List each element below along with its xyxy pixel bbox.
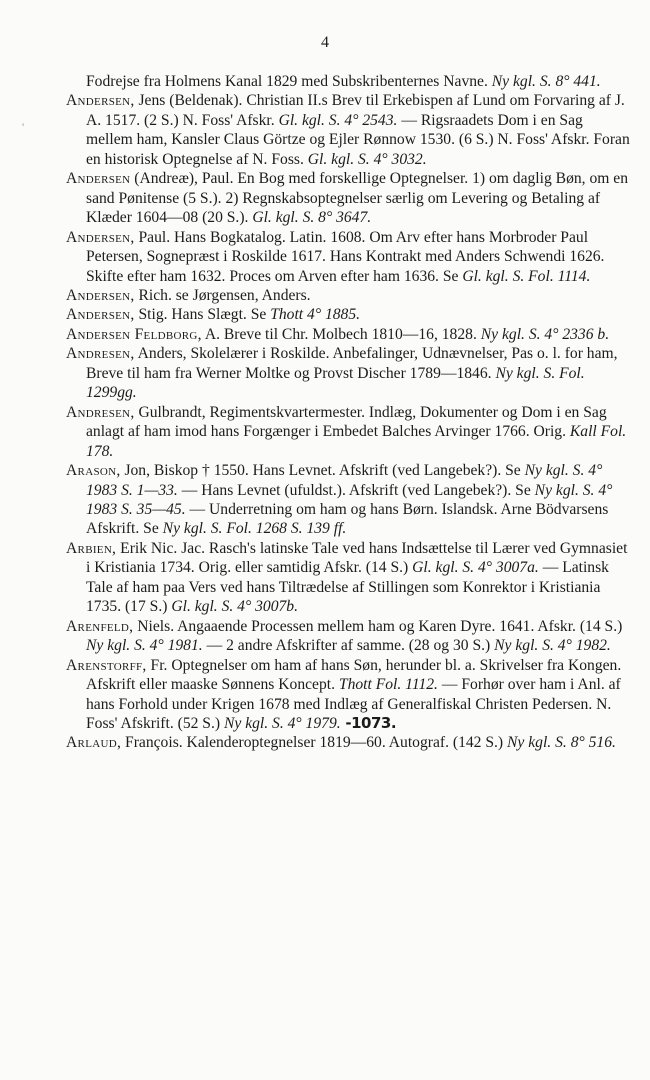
entry-heading: Andersen, — [66, 306, 135, 324]
entry-text: Fodrejse fra Holmens Kanal 1829 med Subskribenternes Navne. — [86, 73, 492, 90]
catalog-entry — [66, 344, 632, 402]
shelfmark: Ny kgl. S. 4° 2336 b. — [480, 325, 610, 343]
entry-text: — Underretning om ham og hans Børn. Islandsk. Arne Bödvarsens Afskrift. Se — [86, 500, 609, 538]
shelfmark: Gl. kgl. S. Fol. 1114. — [462, 267, 591, 285]
catalog-entry — [66, 617, 632, 656]
entry-text: A. Breve til Chr. Molbech 1810—16, 1828. — [201, 325, 481, 343]
entry-heading: Arason, — [66, 462, 121, 480]
entry-text: — Hans Levnet (ufuldst.). Afskrift (ved Langebek?). Se — [177, 481, 535, 499]
entry-text: Rich. se Jørgensen, Anders. — [134, 286, 311, 304]
catalog-entry — [66, 91, 632, 169]
shelfmark: Ny kgl. S. 4° 1982. — [494, 637, 611, 655]
entry-text: — Rigsraadets Dom i en Sag mellem ham, Kansler Claus Görtze og Ejler Rønnow 1530. (6 S.) N. Foss' Afskr. Foran en historisk Optegnelse af N. Foss. — [86, 111, 630, 168]
entry-heading: Arlaud, — [66, 734, 122, 752]
shelfmark: Gl. kgl. S. 4° 2543. — [278, 111, 398, 129]
shelfmark: Ny kgl. S. 4° 1981. — [86, 637, 203, 655]
entry-heading: Andersen, — [66, 286, 135, 304]
entry-text: Erik Nic. Jac. Rasch's latinske Tale ved hans Indsættelse til Lærer ved Gymnasiet i Kristiania 1734. Orig. eller samtidig Afskr. (14 S.) — [86, 539, 628, 577]
entry-text: — Forhør over ham i Anl. af hans Forhold under Krigen 1678 med Indlæg af Generalfiskal Christen Pedersen. N. Foss' Afskrift. (52 S.) — [86, 676, 621, 732]
entry-text: — 2 andre Afskrifter af samme. (28 og 30 S.) — [202, 637, 495, 655]
shelfmark: Ny kgl. S. 8° 516. — [507, 734, 616, 752]
shelfmark: Ny kgl. S. 4° 1979. — [223, 714, 341, 732]
entry-heading: Andresen, — [66, 403, 135, 421]
catalog-entry — [66, 169, 632, 227]
shelfmark: Gl. kgl. S. 4° 3007b. — [171, 598, 298, 616]
catalog-entries — [66, 72, 632, 753]
entry-heading: Andersen, — [66, 92, 135, 110]
handwritten-note: -1073. — [340, 713, 397, 732]
catalog-entry — [66, 228, 632, 286]
entry-heading: Andresen, — [66, 345, 135, 363]
shelfmark: Ny kgl. S. Fol. 1299gg. — [86, 364, 585, 402]
entry-text: Fr. Optegnelser om ham af hans Søn, herunder bl. a. Skrivelser fra Kongen. Afskrift eller maaske Sønnens Koncept. — [86, 656, 622, 694]
entry-text: Jens (Beldenak). Christian II.s Brev til Erkebispen af Lund om Forvaring af J. A. 1517. (2 S.) N. Foss' Afskr. — [86, 92, 625, 129]
catalog-entry — [66, 733, 632, 752]
entry-text: Anders, Skolelærer i Roskilde. Anbefalinger, Udnævnelser, Pas o. l. for ham, Breve til ham fra Werner Moltke og Provst Discher 1789—1846. — [86, 345, 618, 382]
shelfmark: Gl. kgl. S. 4° 3007a. — [412, 559, 539, 577]
catalog-entry — [66, 461, 632, 539]
entry-text: Gulbrandt, Regimentskvartermester. Indlæg, Dokumenter og Dom i en Sag anlagt af ham imod hans Forgænger i Embedet Balches Arvinger 1766. Orig. — [86, 403, 607, 441]
catalog-entry — [66, 403, 632, 461]
entry-heading: Arenfeld, — [66, 617, 134, 635]
shelfmark: Ny kgl. S. Fol. 1268 S. 139 ff. — [162, 520, 347, 538]
shelfmark: Ny kgl. S. 4° 1983 S. 1—33. — [86, 462, 603, 499]
entry-text: (Andreæ), Paul. En Bog med forskellige Optegnelser. 1) om daglig Bøn, om en sand Pønitense (5 S.). 2) Regnskabsoptegnelser særlig om Levering og Betaling af Klæder 1604—08 (20 S.). — [86, 170, 629, 227]
catalog-entry — [66, 72, 632, 91]
catalog-entry — [66, 656, 632, 734]
page-number: 4 — [321, 34, 329, 51]
entry-heading: Andersen Feldborg, — [66, 325, 202, 343]
shelfmark: Ny kgl. S. 4° 1983 S. 35—45. — [86, 481, 613, 518]
shelfmark: Kall Fol. 178. — [86, 423, 627, 460]
entry-text: — Latinsk Tale af ham paa Vers ved hans Tiltrædelse af Stillingen som Konrektor i Kristiania 1735. (17 S.) — [86, 559, 609, 616]
catalog-entry — [66, 305, 632, 324]
entry-text: Paul. Hans Bogkatalog. Latin. 1608. Om Arv efter hans Morbroder Paul Petersen, Sognepræst i Roskilde 1617. Hans Kontrakt med Anders Schwendi 1626. Skifte efter ham 1632. Proces om Arven efter ham 1636. Se — [86, 228, 605, 285]
margin-mark: ' — [22, 120, 25, 134]
catalog-entry — [66, 539, 632, 617]
shelfmark: Ny kgl. S. 8° 441. — [491, 73, 601, 90]
entry-heading: Andersen — [66, 170, 131, 188]
catalog-entry — [66, 325, 632, 344]
entry-text: François. Kalenderoptegnelser 1819—60. Autograf. (142 S.) — [121, 734, 508, 752]
entry-heading: Arenstorff, — [66, 656, 147, 674]
shelfmark: Thott Fol. 1112. — [338, 676, 438, 694]
shelfmark: Gl. kgl. S. 8° 3647. — [252, 209, 372, 227]
shelfmark: Thott 4° 1885. — [270, 306, 361, 324]
entry-text: Jon, Biskop † 1550. Hans Levnet. Afskrift (ved Langebek?). Se — [120, 462, 525, 480]
entry-heading: Arbien, — [66, 539, 117, 557]
shelfmark: Gl. kgl. S. 4° 3032. — [307, 150, 427, 168]
entry-heading: Andersen, — [66, 228, 135, 246]
entry-text: Niels. Angaaende Processen mellem ham og Karen Dyre. 1641. Afskr. (14 S.) — [133, 617, 623, 635]
catalog-entry — [66, 286, 632, 305]
entry-text: Stig. Hans Slægt. Se — [134, 306, 271, 324]
